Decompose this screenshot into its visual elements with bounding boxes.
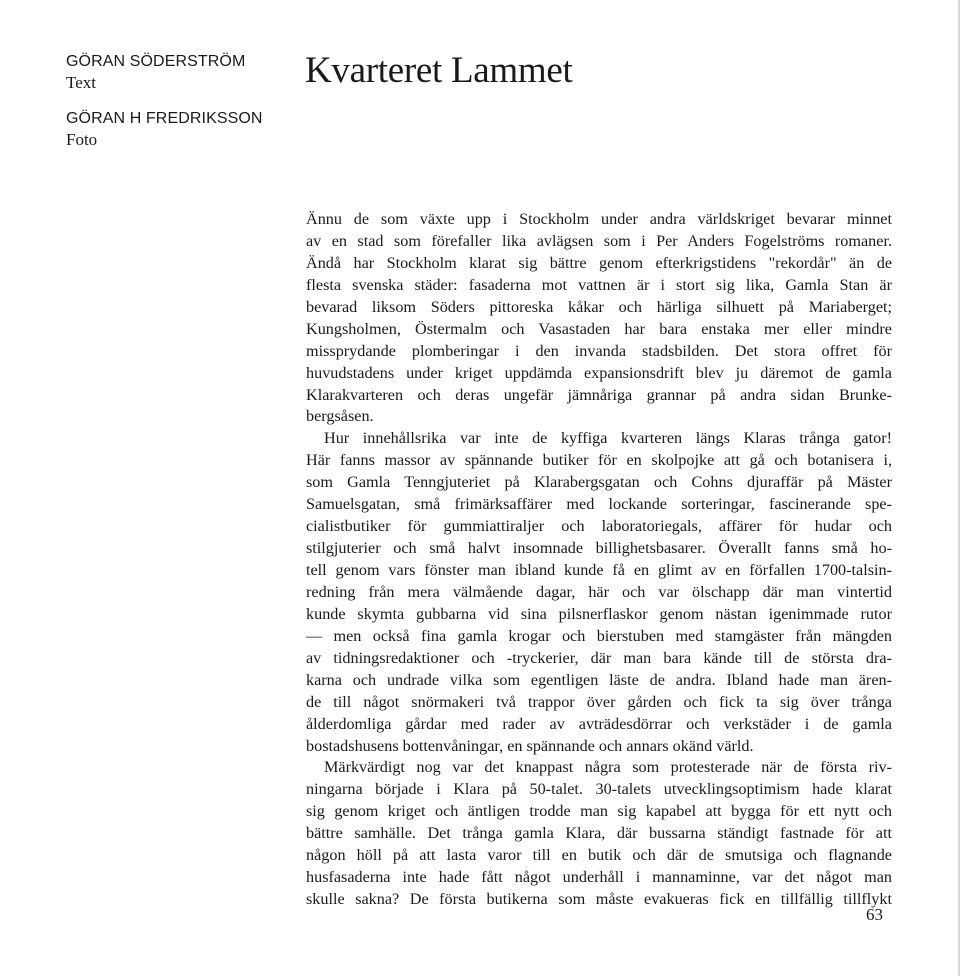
text-line: Samuelsgatan, små frimärksaffärer med lockande sorteringar, fascinerande spe- <box>306 495 892 514</box>
text-line: någon höll på att lasta varor till en butik och där de smutsiga och flagnande <box>306 846 892 865</box>
text-line: stilgjuterier och små halvt insomnade billighetsbasarer. Överallt fanns små ho- <box>306 539 892 558</box>
text-line: bergsåsen. <box>306 407 374 426</box>
text-line: Klarakvarteren och deras ungefär jämnåriga grannar på andra sidan Brunke- <box>306 385 892 404</box>
text-line: tell genom vars fönster man ibland kunde få en glimt av en förfallen 1700-talsin- <box>306 561 892 579</box>
text-line: bättre samhälle. Det trånga gamla Klara, där bussarna ständigt fastnade för att <box>306 824 892 843</box>
text-line: ålderdomliga gårdar med rader av avträdesdörrar och verkstäder i de gamla <box>306 714 892 733</box>
text-line: kunde skymta gubbarna vid sina pilsnerflaskor genom nästan igenimmade rutor <box>306 604 892 623</box>
author-name: GÖRAN SÖDERSTRÖM <box>66 53 246 70</box>
text-line: flesta svenska städer: fasaderna mot vattnen är i stort sig lika, Gamla Stan är <box>306 275 892 294</box>
text-line: huvudstadens under kriget uppdämda expansionsdrift blev ju däremot de gamla <box>306 363 892 382</box>
text-line: bostadshusens bottenvåningar, en spännande och annars okänd värld. <box>306 736 754 755</box>
text-line: Kungsholmen, Östermalm och Vasastaden har bara enstaka mer eller mindre <box>306 319 892 338</box>
author-role: Text <box>66 73 96 92</box>
photographer-name: GÖRAN H FREDRIKSSON <box>66 110 263 127</box>
text-line: bevarad liksom Söders pittoreska kåkar och härliga silhuett på Mariaberget; <box>306 297 892 316</box>
text-line: husfasaderna inte hade fått något underhåll i mannaminne, var det något man <box>306 868 892 887</box>
article-body <box>306 209 892 911</box>
text-line: skulle sakna? De första butikerna som måste evakueras fick en tillfällig tillflykt <box>306 890 892 909</box>
article-title: Kvarteret Lammet <box>305 50 573 91</box>
text-line: ningarna började i Klara på 50-talet. 30-talets utvecklingsoptimism hade klarat <box>306 780 892 799</box>
photographer-role: Foto <box>66 130 98 149</box>
text-line: Märkvärdigt nog var det knappast några som protesterade när de första riv- <box>324 758 892 777</box>
text-line: sig genom kriget och äntligen trodde man sig kapabel att bygga för ett nytt och <box>306 802 892 821</box>
text-line: Ännu de som växte upp i Stockholm under andra världskriget bevarar minnet <box>306 210 892 228</box>
text-line: redning från mera välmående dagar, här och var ölschapp där man vintertid <box>306 582 892 601</box>
text-line: missprydande plomberingar i den invanda stadsbilden. Det stora offret för <box>306 341 892 360</box>
text-line: — men också fina gamla krogar och bierstuben med stamgäster från mängden <box>306 626 892 645</box>
text-line: som Gamla Tenngjuteriet på Klarabergsgatan och Cohns djuraffär på Mäster <box>306 473 892 492</box>
page-number: 63 <box>866 905 883 924</box>
text-line: av tidningsredaktioner och -tryckerier, där man bara kände till de största dra- <box>306 648 892 667</box>
text-line: cialistbutiker för gummiattiraljer och laboratoriegals, affärer för hudar och <box>306 517 892 536</box>
text-line: Här fanns massor av spännande butiker för en skolpojke att gå och botanisera i, <box>306 451 892 470</box>
credits <box>66 52 296 166</box>
credit-photographer <box>66 109 296 150</box>
text-line: Ändå har Stockholm klarat sig bättre genom efterkrigstidens "rekordår" än de <box>306 253 892 272</box>
credit-author <box>66 52 296 93</box>
text-line: av en stad som förefaller lika avlägsen som i Per Anders Fogelströms romaner. <box>306 231 892 250</box>
text-line: de till något snörmakeri två trappor över gården och fick ta sig över trånga <box>306 692 892 711</box>
text-line: karna och undrade vilka som egentligen läste de andra. Ibland hade man ären- <box>306 670 892 689</box>
text-line: Hur innehållsrika var inte de kyffiga kvarteren längs Klaras trånga gator! <box>324 429 892 448</box>
